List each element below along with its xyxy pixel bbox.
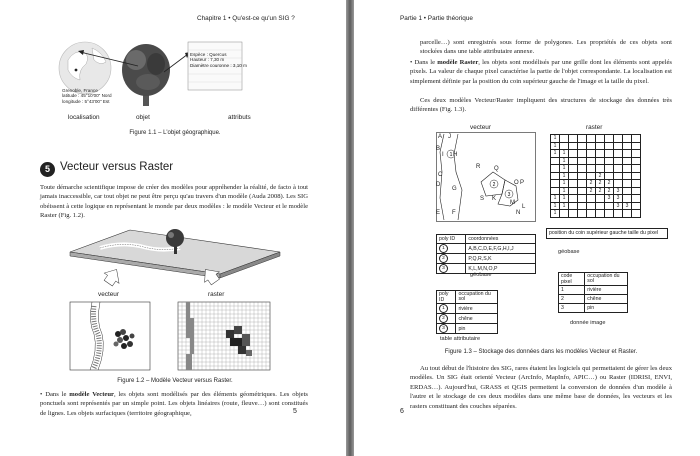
raster-cell [623, 142, 632, 150]
geobase-raster-box: position du coin supérieur gauche taille du pixel [546, 228, 668, 239]
raster-cell [569, 150, 578, 158]
paragraph-storage: Ces deux modèles Vecteur/Raster impliquent des structures de stockage des données très différentes (Fig. 1.3). [410, 97, 672, 114]
raster-cell [578, 157, 587, 165]
raster-cell [569, 202, 578, 210]
raster-cell [623, 195, 632, 203]
location-text: Grenoble, France latitude : 45°10'00" Nord longitude : 5°43'00" Est [62, 88, 112, 104]
raster-cell: 2 [605, 187, 614, 195]
attribute-table: poly ID occupation du sol 1 rivière 2 chêne 3 pin [436, 290, 498, 334]
raster-cell [605, 172, 614, 180]
svg-text:1: 1 [449, 152, 453, 158]
raster-cell [614, 157, 623, 165]
raster-cell [578, 195, 587, 203]
vector-point-label: I [442, 152, 444, 158]
raster-label: raster [208, 291, 225, 298]
vector-point-label: Q [494, 166, 499, 172]
geobase-vector-caption: géobase [470, 272, 492, 278]
raster-cell [578, 187, 587, 195]
attribute-text: Espèce : Quercus Hauteur : 7,30 m Diamètre couronne : 3,10 m [190, 52, 247, 68]
figure-1-3-caption: Figure 1.3 – Stockage des données dans les modèles Vecteur et Raster. [444, 349, 638, 355]
raster-cell [551, 172, 560, 180]
raster-cell [632, 210, 641, 218]
raster-cell [587, 165, 596, 173]
running-header: Chapitre 1 • Qu'est-ce qu'un SIG ? [197, 15, 295, 22]
raster-cell [605, 202, 614, 210]
raster-cell [578, 165, 587, 173]
attribute-table-caption: table attributaire [440, 336, 481, 342]
raster-cell [596, 165, 605, 173]
vector-point-label: L [522, 204, 526, 210]
raster-cell [623, 150, 632, 158]
raster-cell [632, 195, 641, 203]
raster-cell [560, 210, 569, 218]
raster-cell: 3 [614, 195, 623, 203]
raster-cell [614, 180, 623, 188]
vector-point-label: A [438, 134, 443, 140]
vector-point-label: O [514, 180, 519, 186]
raster-cell [587, 157, 596, 165]
vector-point-label: G [452, 186, 457, 192]
raster-cell [578, 150, 587, 158]
raster-cell [596, 150, 605, 158]
book-gutter [346, 0, 354, 456]
raster-cell [614, 135, 623, 143]
raster-cell [578, 202, 587, 210]
raster-cell [569, 187, 578, 195]
raster-cell [578, 180, 587, 188]
raster-cell: 1 [560, 202, 569, 210]
raster-cell [596, 195, 605, 203]
raster-cell [560, 142, 569, 150]
raster-cell [587, 195, 596, 203]
raster-cell [569, 165, 578, 173]
raster-cell: 2 [596, 187, 605, 195]
vector-point-label: N [516, 210, 521, 216]
raster-cell [578, 135, 587, 143]
raster-cell [605, 142, 614, 150]
vector-point-label: M [510, 200, 515, 206]
geobase-raster-caption: géobase [558, 249, 580, 255]
vector-diagram [436, 132, 536, 222]
raster-cell [605, 210, 614, 218]
paragraph-history: Au tout début de l'histoire des SIG, rares étaient les logiciels qui permettaient de gérer les deux modèles. Un SIG était orienté Vecteur (ArcInfo, MapInfo, APIC…) ou Raster (IDRISI, ENVI, ERDAS…). Aujourd'hui, GRASS et QGIS permettent la conversion de données d'un modèle à l'autre et le stockage de ces deux modèles dans une même base de données, les vecteurs et les rasters constituant des couches séparées. [410, 365, 672, 410]
raster-cell [578, 172, 587, 180]
svg-text:2: 2 [492, 182, 496, 188]
page-number: 5 [293, 408, 297, 415]
vector-point-label: R [476, 164, 481, 170]
raster-cell: 3 [605, 195, 614, 203]
raster-cell [587, 210, 596, 218]
vector-point-label: S [480, 196, 485, 202]
vector-point-label: B [436, 146, 441, 152]
raster-cell [632, 180, 641, 188]
raster-cell [560, 135, 569, 143]
raster-cell: 1 [560, 165, 569, 173]
raster-cell [632, 135, 641, 143]
image-data-table: code pixel occupation du sol 1 rivière 2 chêne 3 pin [558, 272, 628, 313]
raster-cell [614, 210, 623, 218]
raster-cell [569, 195, 578, 203]
image-data-caption: donnée image [570, 320, 606, 326]
raster-cell: 1 [560, 187, 569, 195]
raster-cell [587, 142, 596, 150]
raster-cell [632, 172, 641, 180]
raster-cell [623, 187, 632, 195]
paragraph-continuation: parcelle…) sont enregistrés sous forme de polygones. Les propriétés de ces objets sont stockées dans une table attributaire annexe. [420, 39, 672, 56]
vector-point-label: J [448, 134, 451, 140]
section-title: Vecteur versus Raster [60, 161, 174, 173]
vector-point-label: P [520, 180, 525, 186]
raster-cell [569, 180, 578, 188]
figure-1-1-caption: Figure 1.1 – L'objet géographique. [129, 130, 221, 136]
raster-cell [632, 142, 641, 150]
label-attributs: attributs [228, 114, 251, 121]
raster-cell [605, 150, 614, 158]
vector-point-label: F [452, 210, 456, 216]
raster-cell [569, 210, 578, 218]
raster-cell [551, 165, 560, 173]
raster-cell [569, 135, 578, 143]
raster-cell [623, 180, 632, 188]
bullet-raster: • Dans le modèle Raster, les objets sont modélisés par une grille dont les éléments sont appelés pixels. La valeur de chaque pixel caractérise la partie de l'objet correspondante. La localisation est simplement définie par la position du coin supérieur gauche de l'image et la taille du pixel. [410, 59, 672, 85]
vector-point-label: H [453, 152, 458, 158]
raster-cell: 3 [623, 202, 632, 210]
raster-cell [623, 172, 632, 180]
raster-cell [623, 165, 632, 173]
left-page [0, 0, 346, 456]
page-number: 6 [400, 408, 404, 415]
raster-cell: 2 [596, 180, 605, 188]
raster-cell [614, 172, 623, 180]
raster-cell: 2 [596, 172, 605, 180]
geobase-vector-table: poly ID coordonnées 1 A,B,C,D,E,F,G,H,I,J 2 P,Q,R,S,K 3 K,L,M,N,O,P [436, 234, 536, 274]
raster-cell: 2 [587, 187, 596, 195]
vector-point-label: E [436, 210, 441, 216]
raster-cell [551, 187, 560, 195]
running-header: Partie 1 • Partie théorique [400, 15, 473, 22]
raster-cell [632, 150, 641, 158]
vector-point-label: C [438, 172, 443, 178]
vector-label: vecteur [470, 124, 491, 131]
raster-cell: 1 [560, 150, 569, 158]
raster-cell [632, 202, 641, 210]
raster-cell [551, 180, 560, 188]
raster-cell [587, 172, 596, 180]
raster-cell: 1 [551, 210, 560, 218]
raster-cell [569, 157, 578, 165]
raster-cell [596, 157, 605, 165]
raster-label: raster [586, 124, 603, 131]
label-objet: objet [136, 114, 150, 121]
raster-cell: 1 [551, 142, 560, 150]
raster-cell [596, 202, 605, 210]
raster-cell [596, 210, 605, 218]
raster-cell [614, 142, 623, 150]
raster-cell [623, 210, 632, 218]
label-localisation: localisation [68, 114, 100, 121]
raster-cell [632, 157, 641, 165]
raster-cell [587, 135, 596, 143]
raster-cell [605, 135, 614, 143]
raster-cell: 1 [551, 150, 560, 158]
globe-icon [59, 42, 111, 94]
raster-cell [551, 157, 560, 165]
section-number: 5 [40, 162, 55, 177]
raster-cell: 1 [551, 202, 560, 210]
raster-cell [587, 202, 596, 210]
raster-cell [587, 150, 596, 158]
raster-cell [569, 172, 578, 180]
tree-icon [122, 44, 170, 106]
raster-cell [614, 165, 623, 173]
raster-grid [550, 134, 641, 218]
raster-cell: 1 [560, 180, 569, 188]
raster-cell: 1 [560, 172, 569, 180]
raster-cell: 1 [551, 195, 560, 203]
raster-cell [632, 165, 641, 173]
figure-1-2 [60, 222, 290, 372]
raster-cell: 1 [560, 195, 569, 203]
raster-cell: 2 [587, 180, 596, 188]
right-page [354, 0, 700, 456]
raster-cell [596, 135, 605, 143]
figure-1-2-caption: Figure 1.2 – Modèle Vecteur versus Raster. [117, 378, 233, 384]
raster-cell: 2 [605, 180, 614, 188]
raster-cell [623, 157, 632, 165]
raster-cell: 1 [560, 157, 569, 165]
raster-cell [605, 157, 614, 165]
raster-cell: 3 [614, 187, 623, 195]
svg-text:3: 3 [507, 192, 511, 198]
raster-cell [623, 135, 632, 143]
raster-cell [632, 187, 641, 195]
raster-cell [605, 165, 614, 173]
bullet-vector: • Dans le modèle Vecteur, les objets sont modélisés par des éléments géométriques. Les objets ponctuels sont représentés par un simple point. Les objets linéaires (route, fleuve…) sont constitués de lignes. Les objets surfaciques (territoire géographique, [40, 391, 308, 417]
raster-cell [614, 150, 623, 158]
vector-label: vecteur [98, 291, 119, 298]
vector-point-label: K [492, 196, 497, 202]
raster-cell [578, 210, 587, 218]
paragraph-intro: Toute démarche scientifique impose de créer des modèles pour appréhender la réalité, de facto à tout jamais inaccessible, car tout objet ne peut être perçu qu'au travers d'un modèle (Auda 2008). Les SIG obéissent à cette logique en représentant le monde par deux modèles : le modèle Vecteur et le modèle Raster (Fig. 1.2). [40, 184, 308, 220]
raster-cell: 3 [614, 202, 623, 210]
vector-point-label: D [436, 182, 441, 188]
raster-cell [569, 142, 578, 150]
raster-cell: 1 [551, 135, 560, 143]
raster-cell [578, 142, 587, 150]
raster-cell [596, 142, 605, 150]
